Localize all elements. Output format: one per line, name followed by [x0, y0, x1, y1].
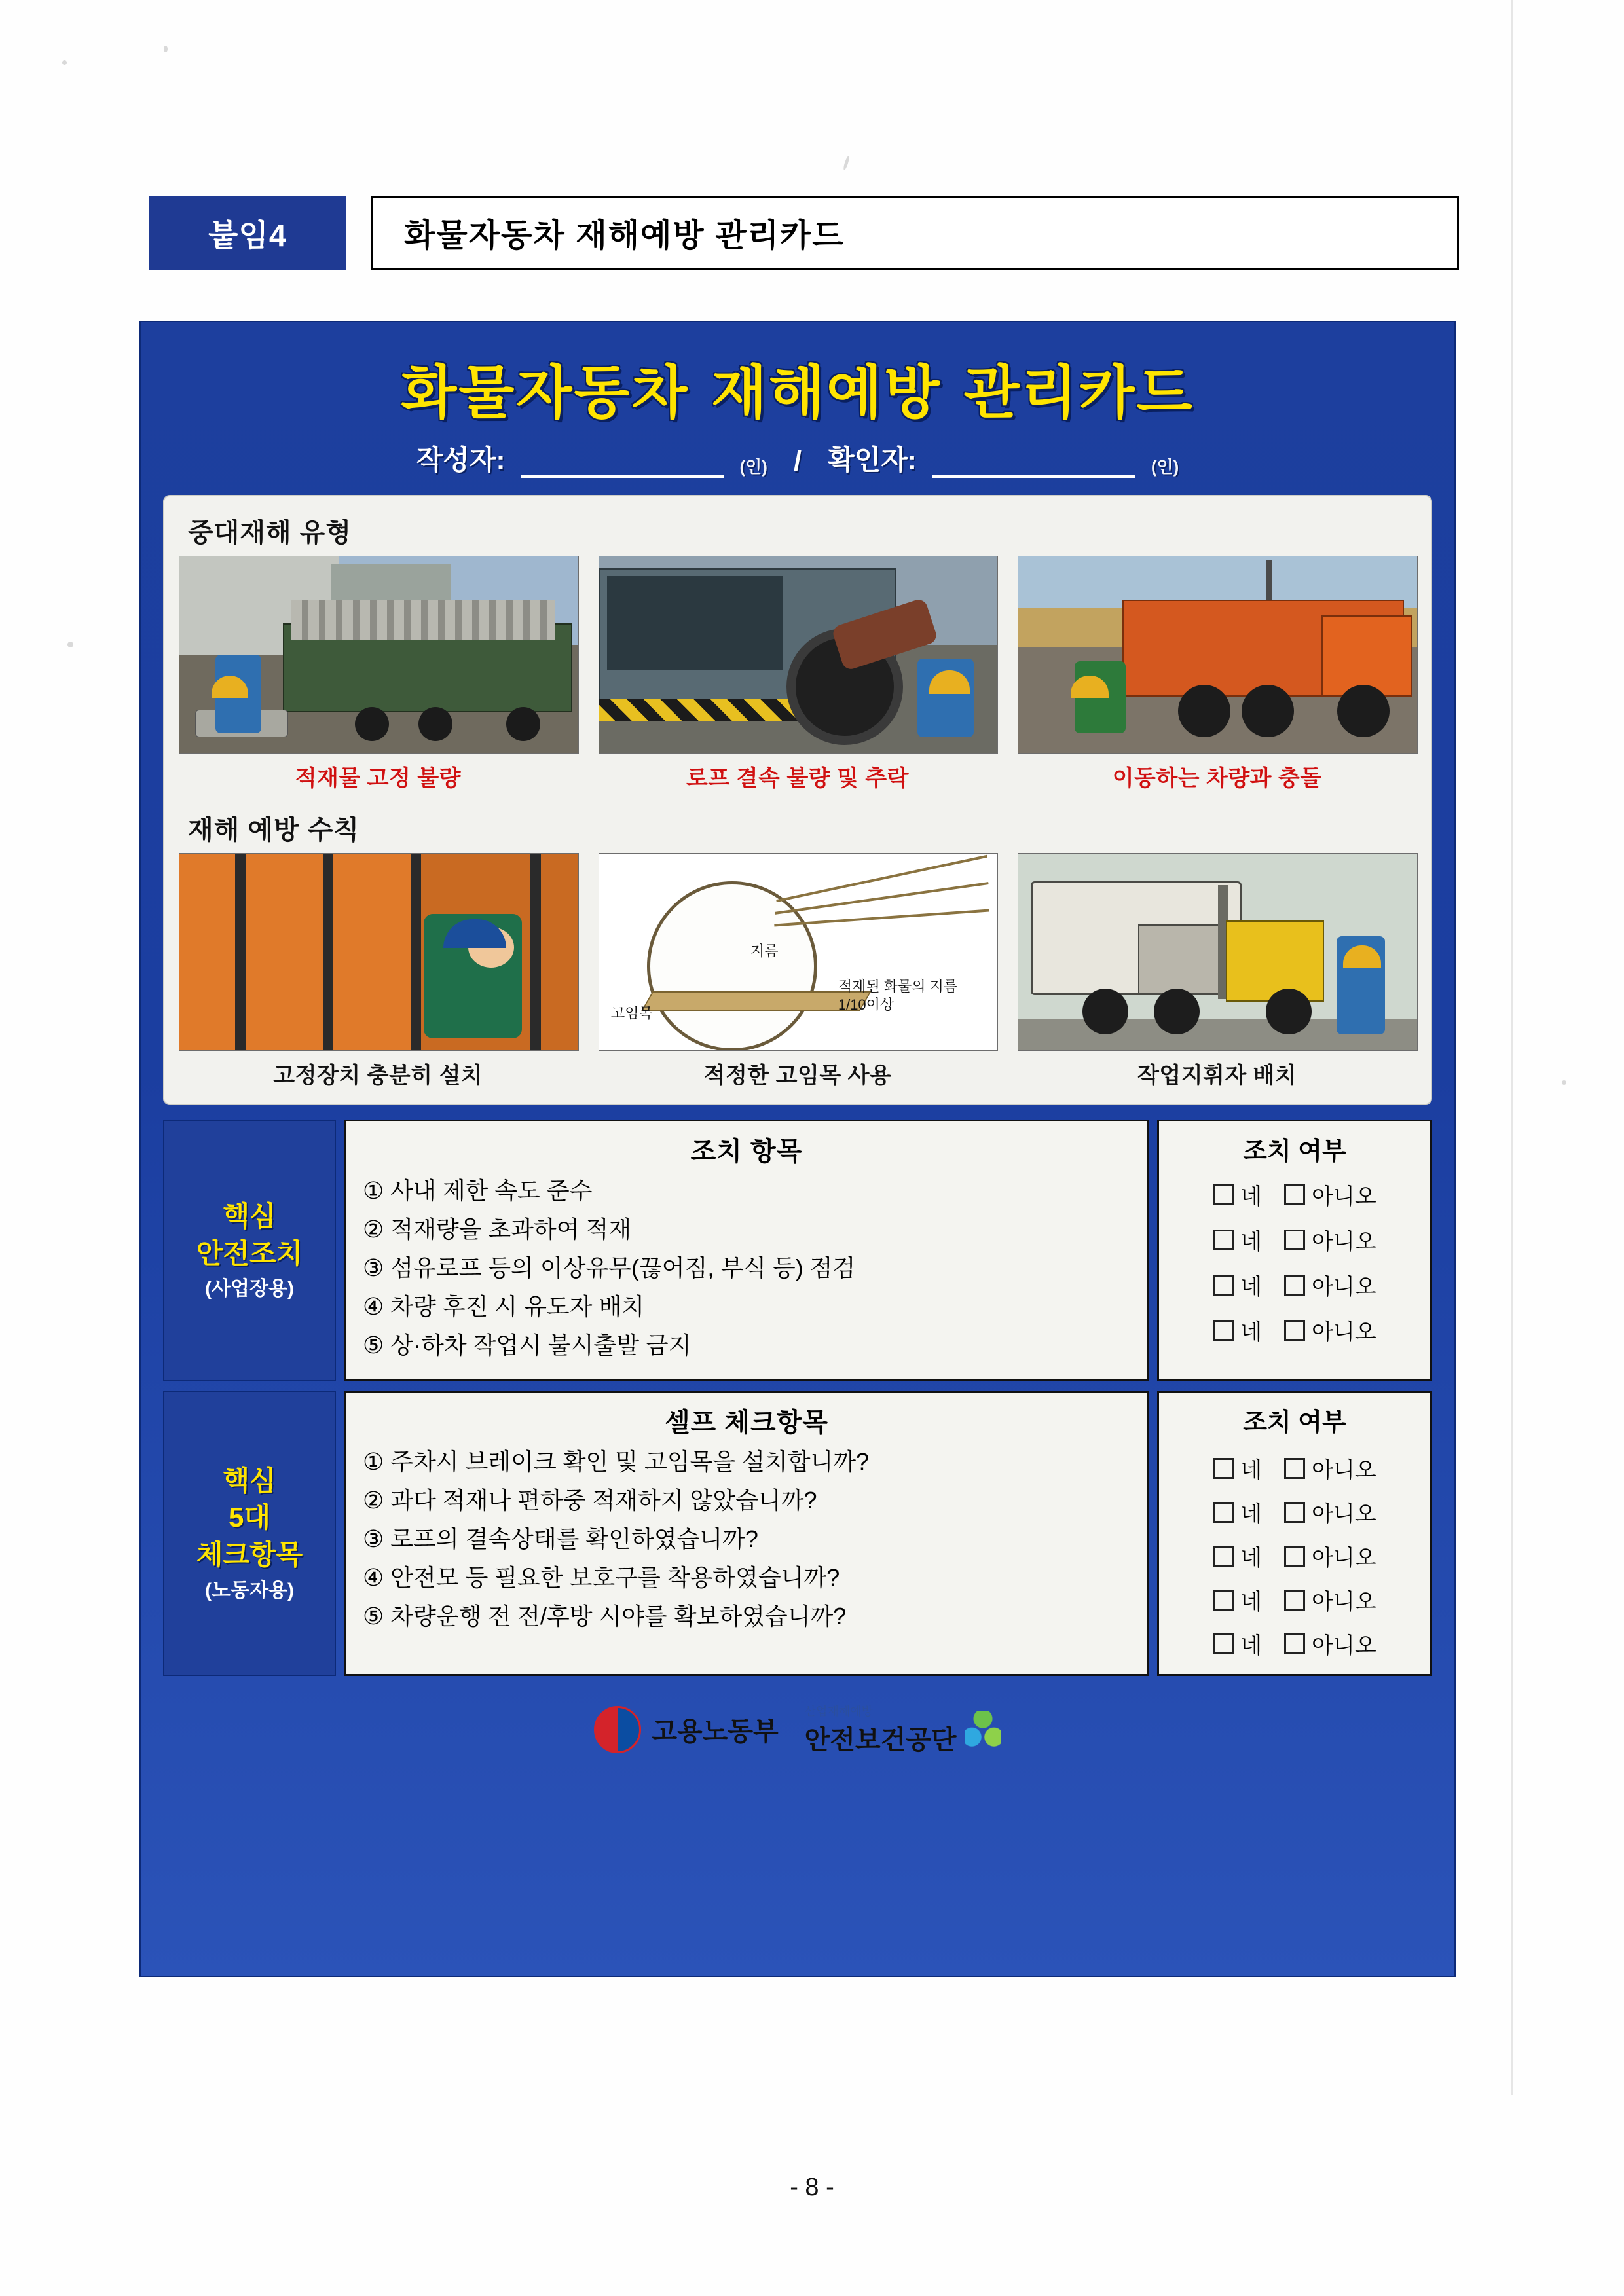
table-items-safety	[344, 1120, 1149, 1381]
checkbox-no[interactable]: 아니오	[1284, 1314, 1376, 1346]
answer-row[interactable]	[1159, 1452, 1430, 1484]
checklist-item: ② 적재량을 초과하여 적재	[363, 1216, 632, 1243]
checklist-table-safety	[163, 1120, 1432, 1381]
page-number: - 8 -	[790, 2174, 834, 2201]
diagram-label-diameter: 지름	[750, 943, 779, 959]
hazard-photo-caption: 이동하는 차량과 충돌	[1112, 766, 1322, 791]
checkbox-yes[interactable]: 네	[1213, 1314, 1262, 1346]
table-answers-safety	[1157, 1120, 1432, 1381]
agency-sublabel: 산업재해예방	[804, 1705, 873, 1718]
checklist-item: ③ 섬유로프 등의 이상유무(끊어짐, 부식 등) 점검	[363, 1254, 856, 1281]
checklist-item: ② 과다 적재나 편하중 적재하지 않았습니까?	[363, 1487, 817, 1514]
tarp-fastening-photo	[179, 853, 579, 1051]
scan-speck	[1562, 1080, 1566, 1085]
checklist-item: ⑤ 차량운행 전 전/후방 시야를 확보하였습니까?	[363, 1603, 847, 1630]
left-title-line3: 체크항목	[196, 1539, 303, 1571]
diagram-label-chock: 고임목	[610, 1005, 653, 1021]
left-title-line1: 핵심	[223, 1201, 276, 1232]
answer-row[interactable]	[1159, 1496, 1430, 1528]
answer-row[interactable]	[1159, 1584, 1430, 1616]
scan-speck	[67, 642, 73, 647]
ministry-label: 고용노동부	[652, 1717, 779, 1746]
left-title-line2: 안전조치	[196, 1237, 303, 1269]
hazard-types-label: 중대재해 유형	[188, 519, 352, 547]
footer-logos	[141, 1702, 1454, 1768]
answer-heading: 조치 여부	[1243, 1409, 1346, 1436]
kosha-mark-icon	[965, 1711, 1001, 1748]
prevention-photo-caption: 적정한 고임목 사용	[703, 1063, 892, 1088]
prevention-photo-caption: 고정장치 충분히 설치	[273, 1063, 483, 1088]
hazard-photo-caption: 로프 결속 불량 및 추락	[686, 766, 909, 791]
scan-speck	[62, 60, 67, 65]
left-subtitle: (사업장용)	[205, 1278, 294, 1300]
table-items-self	[344, 1391, 1149, 1676]
author-label: 작성자:	[416, 445, 506, 475]
prevention-photo-cell	[179, 853, 578, 1089]
diagram-note: 적재된 화물의 지름 1/10이상	[838, 977, 958, 1013]
scan-speck	[843, 156, 851, 170]
agency-label: 안전보건공단	[804, 1726, 957, 1755]
checklist-item: ④ 안전모 등 필요한 보호구를 착용하였습니까?	[363, 1564, 840, 1591]
checkbox-yes[interactable]: 네	[1213, 1628, 1262, 1660]
confirmer-label: 확인자:	[828, 445, 917, 475]
checkbox-no[interactable]: 아니오	[1284, 1496, 1376, 1528]
checklist-item: ① 주차시 브레이크 확인 및 고임목을 설치합니까?	[363, 1448, 870, 1475]
table-heading: 셀프 체크항목	[665, 1408, 828, 1437]
checklist-item: ④ 차량 후진 시 유도자 배치	[363, 1293, 645, 1320]
left-subtitle: (노동자용)	[205, 1579, 294, 1601]
separator: /	[793, 445, 802, 477]
safety-card-poster	[139, 321, 1456, 1977]
left-title-line1: 핵심	[223, 1465, 276, 1496]
table-left-header-self	[163, 1391, 336, 1676]
truck-pipes-photo	[179, 556, 579, 754]
agency-logo	[805, 1702, 1001, 1757]
answer-heading: 조치 여부	[1243, 1138, 1346, 1165]
poster-title: 화물자동차 재해예방 관리카드	[401, 359, 1194, 426]
hazard-photo-cell	[179, 556, 578, 792]
ministry-logo	[594, 1706, 778, 1753]
poster-inner-panel	[163, 495, 1432, 1105]
answer-row[interactable]	[1159, 1628, 1430, 1660]
checkbox-yes[interactable]: 네	[1213, 1178, 1262, 1211]
checkbox-no[interactable]: 아니오	[1284, 1269, 1376, 1301]
author-input[interactable]	[521, 450, 724, 478]
checkbox-no[interactable]: 아니오	[1284, 1540, 1376, 1572]
signature-line	[141, 439, 1454, 478]
author-seal: (인)	[739, 457, 767, 477]
checkbox-yes[interactable]: 네	[1213, 1269, 1262, 1301]
hazard-photo-cell	[599, 556, 997, 792]
prevention-photo-cell	[1018, 853, 1416, 1089]
prevention-rules-label: 재해 예방 수칙	[188, 816, 360, 845]
scan-edge	[1511, 0, 1513, 2095]
checkbox-yes[interactable]: 네	[1213, 1496, 1262, 1528]
forklift-supervisor-photo	[1018, 853, 1418, 1051]
confirmer-input[interactable]	[932, 450, 1135, 478]
answer-row[interactable]	[1159, 1540, 1430, 1572]
prevention-photo-cell	[599, 853, 997, 1089]
checkbox-yes[interactable]: 네	[1213, 1584, 1262, 1616]
dump-truck-collision-photo	[1018, 556, 1418, 754]
prevention-photo-caption: 작업지휘자 배치	[1137, 1063, 1297, 1088]
document-header	[149, 196, 1459, 270]
answer-row[interactable]	[1159, 1269, 1430, 1301]
confirmer-seal: (인)	[1151, 457, 1179, 477]
attachment-tag: 붙임4	[149, 196, 346, 270]
rope-fall-photo	[599, 556, 999, 754]
checklist-item: ⑤ 상·하차 작업시 불시출발 금지	[363, 1332, 692, 1358]
prevention-photo-row	[179, 853, 1416, 1089]
chock-diagram	[599, 853, 999, 1051]
table-heading: 조치 항목	[690, 1137, 803, 1166]
left-title-line2: 5대	[229, 1502, 270, 1533]
answer-row[interactable]	[1159, 1314, 1430, 1346]
checkbox-no[interactable]: 아니오	[1284, 1628, 1376, 1660]
table-left-header-safety	[163, 1120, 336, 1381]
checkbox-yes[interactable]: 네	[1213, 1452, 1262, 1484]
answer-row[interactable]	[1159, 1178, 1430, 1211]
checkbox-no[interactable]: 아니오	[1284, 1452, 1376, 1484]
page-title: 화물자동차 재해예방 관리카드	[371, 196, 1459, 270]
checkbox-no[interactable]: 아니오	[1284, 1224, 1376, 1256]
checklist-item: ③ 로프의 결속상태를 확인하였습니까?	[363, 1525, 758, 1552]
hazard-photo-row	[179, 556, 1416, 792]
answer-row[interactable]	[1159, 1224, 1430, 1256]
hazard-photo-caption: 적재물 고정 불량	[295, 766, 461, 791]
scan-speck	[164, 46, 168, 52]
checkbox-no[interactable]: 아니오	[1284, 1584, 1376, 1616]
hazard-photo-cell	[1018, 556, 1416, 792]
table-answers-self	[1157, 1391, 1432, 1676]
checkbox-yes[interactable]: 네	[1213, 1224, 1262, 1256]
checkbox-yes[interactable]: 네	[1213, 1540, 1262, 1572]
checklist-table-self	[163, 1391, 1432, 1676]
checklist-item: ① 사내 제한 속도 준수	[363, 1177, 593, 1204]
checklist-tables	[163, 1120, 1432, 1685]
checkbox-no[interactable]: 아니오	[1284, 1178, 1376, 1211]
taegeuk-icon	[594, 1706, 641, 1753]
